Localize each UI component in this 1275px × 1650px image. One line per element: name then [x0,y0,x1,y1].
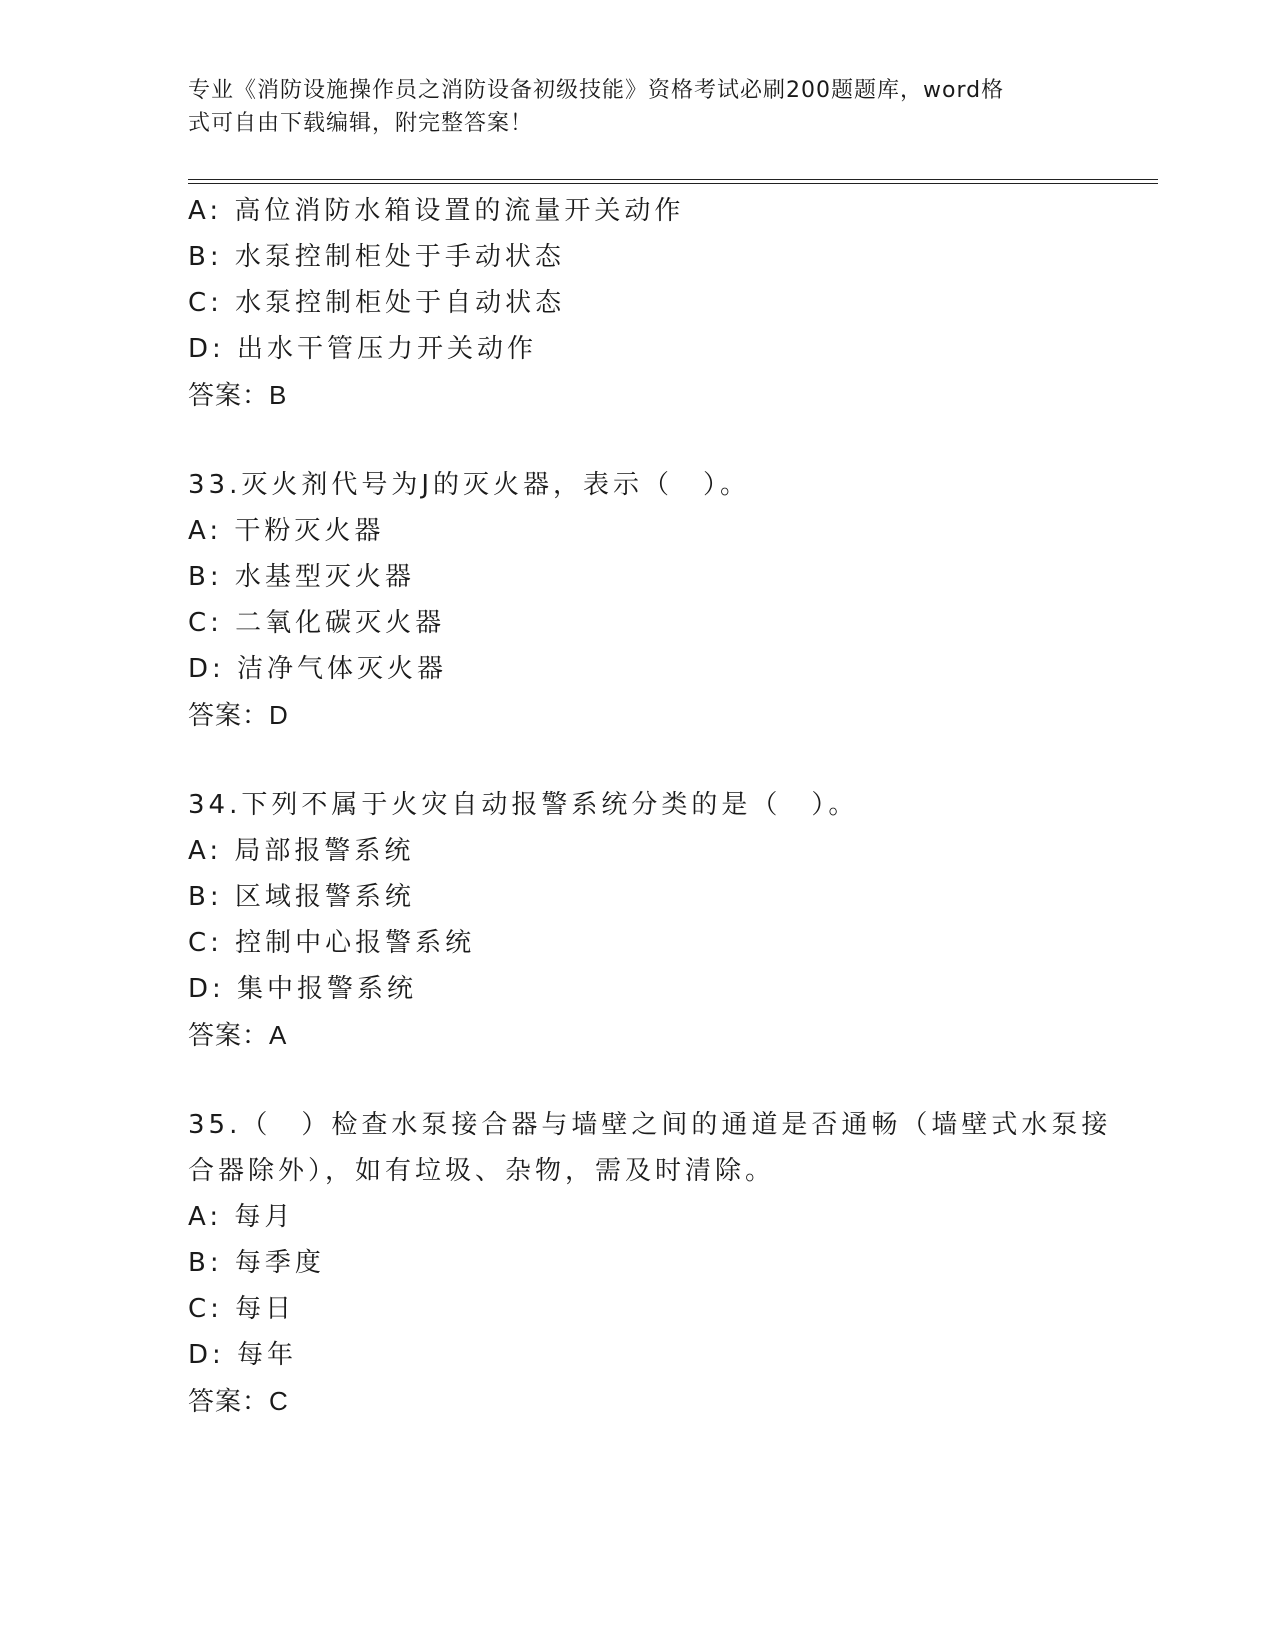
option-d: D: 每年 [188,1340,298,1370]
option-c: C: 水泵控制柜处于自动状态 [188,288,566,318]
option-a: A: 每月 [188,1202,295,1232]
option-b: B: 水基型灭火器 [188,562,415,592]
answer: 答案：A [188,1020,288,1050]
option-c: C: 二氧化碳灭火器 [188,608,446,638]
question-34 [188,782,1088,1058]
option-a: A: 局部报警系统 [188,836,415,866]
question-list [188,188,1112,1424]
option-d: D: 集中报警系统 [188,974,418,1004]
option-a: A: 干粉灭火器 [188,516,385,546]
option-b: B: 区域报警系统 [188,882,415,912]
option-d: D: 出水干管压力开关动作 [188,334,538,364]
answer: 答案：C [188,1386,289,1416]
option-c: C: 控制中心报警系统 [188,928,476,958]
answer: 答案：D [188,700,289,730]
option-b: B: 每季度 [188,1248,325,1278]
option-a: A: 高位消防水箱设置的流量开关动作 [188,196,685,226]
question-33 [188,462,1088,738]
option-c: C: 每日 [188,1294,296,1324]
option-b: B: 水泵控制柜处于手动状态 [188,242,565,272]
question-35 [188,1102,1112,1424]
header-divider-bottom [188,183,1158,184]
question-stem: 34.下列不属于火灾自动报警系统分类的是（ ）。 [188,790,859,820]
question-stem-line-1: 35.（ ）检查水泵接合器与墙壁之间的通道是否通畅（墙壁式水泵接 [188,1110,1112,1140]
document-header [188,74,1088,140]
question-stem: 33.灭火剂代号为J的灭火器，表示（ ）。 [188,470,751,500]
answer: 答案：B [188,380,288,410]
question-stem-line-2: 合器除外），如有垃圾、杂物，需及时清除。 [188,1156,776,1186]
header-line-1: 专业《消防设施操作员之消防设备初级技能》资格考试必刷200题题库，word格 [188,78,1005,103]
option-d: D: 洁净气体灭火器 [188,654,448,684]
header-divider-top [188,179,1158,180]
question-32 [188,188,1088,418]
header-line-2: 式可自由下载编辑，附完整答案！ [188,111,534,136]
